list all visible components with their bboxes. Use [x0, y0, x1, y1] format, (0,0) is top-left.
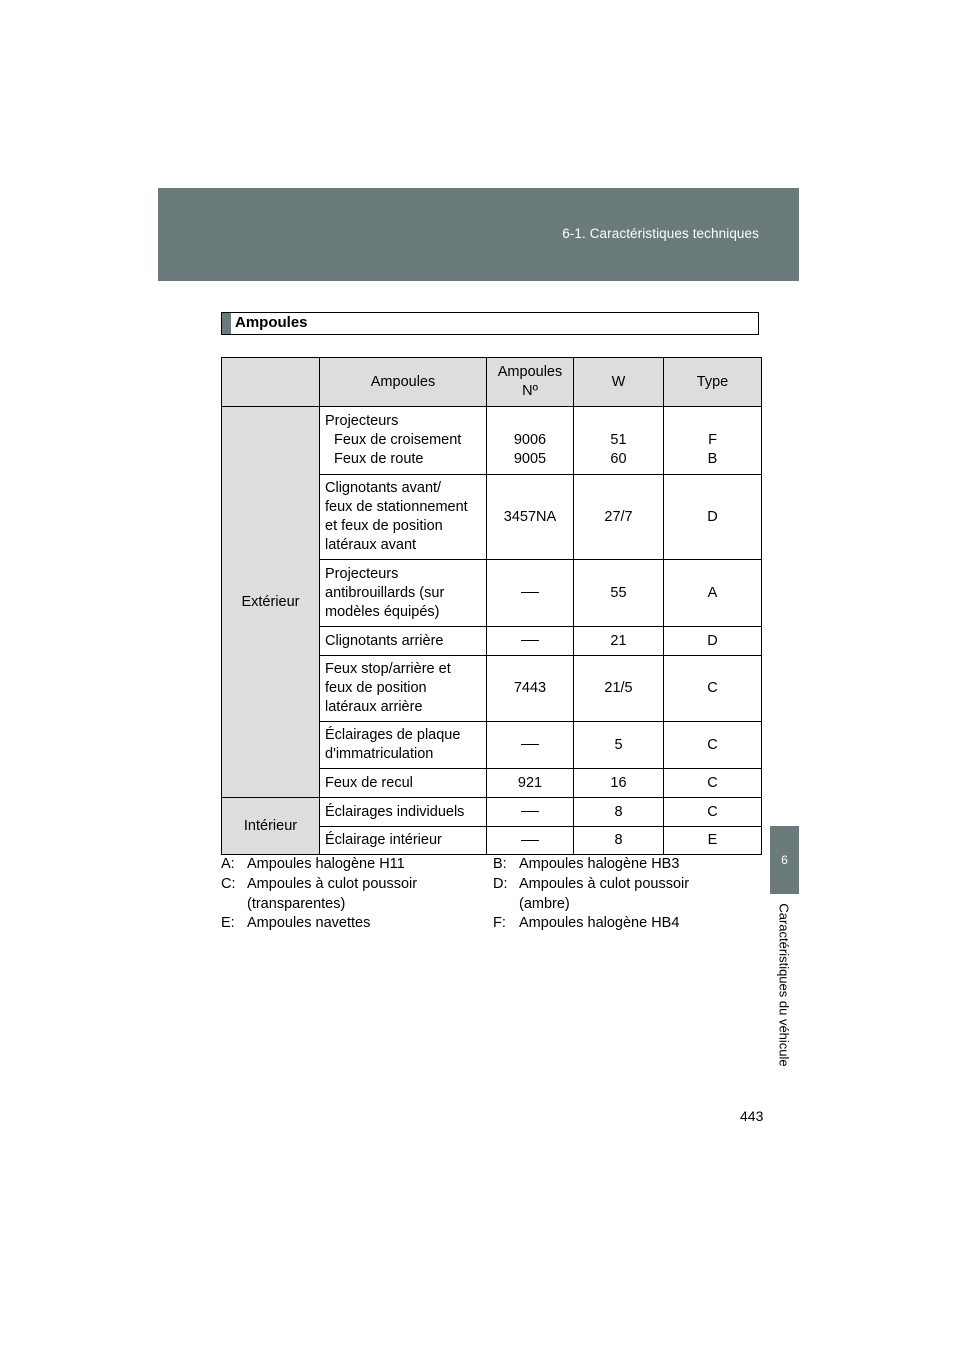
- chapter-label: Caractéristiques du véhicule: [776, 903, 792, 1067]
- bulb-watt: 21/5: [574, 656, 664, 722]
- header-cell-type: Type: [664, 358, 762, 407]
- bulb-watt: 8: [574, 827, 664, 855]
- desc-line: Projecteurs: [325, 413, 399, 429]
- bulb-description: Éclairages individuels: [320, 798, 487, 827]
- bulb-description: Clignotants arrière: [320, 627, 487, 656]
- desc-line: et feux de position: [325, 518, 443, 534]
- chapter-tab: 6: [770, 826, 799, 894]
- legend-text: Ampoules navettes: [247, 915, 371, 931]
- bulb-number: [487, 627, 574, 656]
- legend-text: Ampoules à culot poussoir: [519, 876, 690, 892]
- desc-line: latéraux avant: [325, 537, 417, 553]
- desc-line: feux de stationnement: [325, 499, 468, 515]
- legend-text: (transparentes): [247, 895, 346, 912]
- no-number-dash: [521, 744, 539, 745]
- bulb-type: C: [664, 798, 762, 827]
- bulb-watt: [574, 407, 664, 475]
- bulb-number: [487, 798, 574, 827]
- legend-key: E:: [221, 915, 235, 931]
- bulb-number-value: 9006: [513, 432, 547, 448]
- legend-text: Ampoules halogène H11: [247, 856, 405, 872]
- bulb-type: D: [664, 475, 762, 560]
- bulb-type: A: [664, 560, 762, 627]
- header-bulb-number-line2: Nº: [522, 383, 538, 399]
- table-row: [222, 798, 762, 827]
- legend-key: F:: [493, 915, 506, 931]
- legend-text: Ampoules halogène HB4: [519, 915, 680, 931]
- bulb-number: 3457NA: [487, 475, 574, 560]
- no-number-dash: [521, 592, 539, 593]
- bulb-watt-value: 60: [610, 451, 627, 467]
- desc-line: latéraux arrière: [325, 699, 423, 715]
- bulb-description: [320, 560, 487, 627]
- bulb-type: C: [664, 722, 762, 769]
- desc-line: Feux de croisement: [334, 432, 462, 448]
- bulb-watt: 55: [574, 560, 664, 627]
- bulb-watt: 5: [574, 722, 664, 769]
- section-title: Ampoules: [235, 314, 308, 331]
- table-row: [222, 407, 762, 475]
- no-number-dash: [521, 840, 539, 841]
- bulb-description: [320, 722, 487, 769]
- bulb-number: [487, 407, 574, 475]
- desc-line: d'immatriculation: [325, 746, 434, 762]
- bulb-type: C: [664, 656, 762, 722]
- section-heading-bar: [222, 313, 231, 334]
- page-number: 443: [740, 1108, 764, 1124]
- section-heading: [221, 312, 759, 335]
- bulb-watt: 27/7: [574, 475, 664, 560]
- desc-line: Projecteurs: [325, 565, 399, 582]
- legend-key: D:: [493, 876, 508, 892]
- bulb-description: [320, 475, 487, 560]
- bulb-watt: 16: [574, 769, 664, 798]
- header-cell-bulbs: Ampoules: [320, 358, 487, 407]
- header-cell-bulb-number: [487, 358, 574, 407]
- bulb-watt-value: 51: [610, 432, 627, 448]
- bulb-description: Feux de recul: [320, 769, 487, 798]
- section-header: 6-1. Caractéristiques techniques: [562, 226, 759, 241]
- no-number-dash: [521, 811, 539, 812]
- bulb-number-value: 9005: [513, 451, 547, 467]
- bulb-type-value: B: [707, 451, 718, 467]
- bulb-watt: 21: [574, 627, 664, 656]
- desc-line: Feux de route: [334, 451, 424, 467]
- desc-line: feux de position: [325, 680, 427, 696]
- no-number-dash: [521, 640, 539, 641]
- legend-key: C:: [221, 876, 236, 892]
- bulb-number: 7443: [487, 656, 574, 722]
- header-bulb-number-line1: Ampoules: [497, 364, 563, 380]
- bulb-number: [487, 827, 574, 855]
- desc-line: antibrouillards (sur: [325, 584, 445, 601]
- desc-line: Éclairages de plaque: [325, 727, 461, 743]
- bulb-type: E: [664, 827, 762, 855]
- legend-key: A:: [221, 856, 235, 872]
- bulb-number: 921: [487, 769, 574, 798]
- bulb-watt: 8: [574, 798, 664, 827]
- legend-text: Ampoules halogène HB3: [519, 856, 680, 872]
- group-interior: Intérieur: [222, 798, 320, 855]
- header-band: [158, 188, 799, 281]
- bulb-type: D: [664, 627, 762, 656]
- desc-line: Clignotants avant/: [325, 480, 442, 496]
- header-cell-empty: [222, 358, 320, 407]
- desc-line: modèles équipés): [325, 603, 440, 620]
- bulb-description: [320, 407, 487, 475]
- bulb-number: [487, 722, 574, 769]
- bulb-type: [664, 407, 762, 475]
- group-exterior: Extérieur: [222, 407, 320, 798]
- bulb-number: [487, 560, 574, 627]
- legend-text: (ambre): [519, 895, 570, 912]
- legend-key: B:: [493, 856, 507, 872]
- bulb-description: [320, 656, 487, 722]
- table-header-row: [222, 358, 762, 407]
- bulb-type: C: [664, 769, 762, 798]
- bulb-description: Éclairage intérieur: [320, 827, 487, 855]
- bulbs-table: [221, 357, 762, 855]
- desc-line: Feux stop/arrière et: [325, 661, 451, 677]
- legend-text: Ampoules à culot poussoir: [247, 876, 418, 892]
- header-cell-watt: W: [574, 358, 664, 407]
- bulb-type-value: F: [708, 432, 717, 448]
